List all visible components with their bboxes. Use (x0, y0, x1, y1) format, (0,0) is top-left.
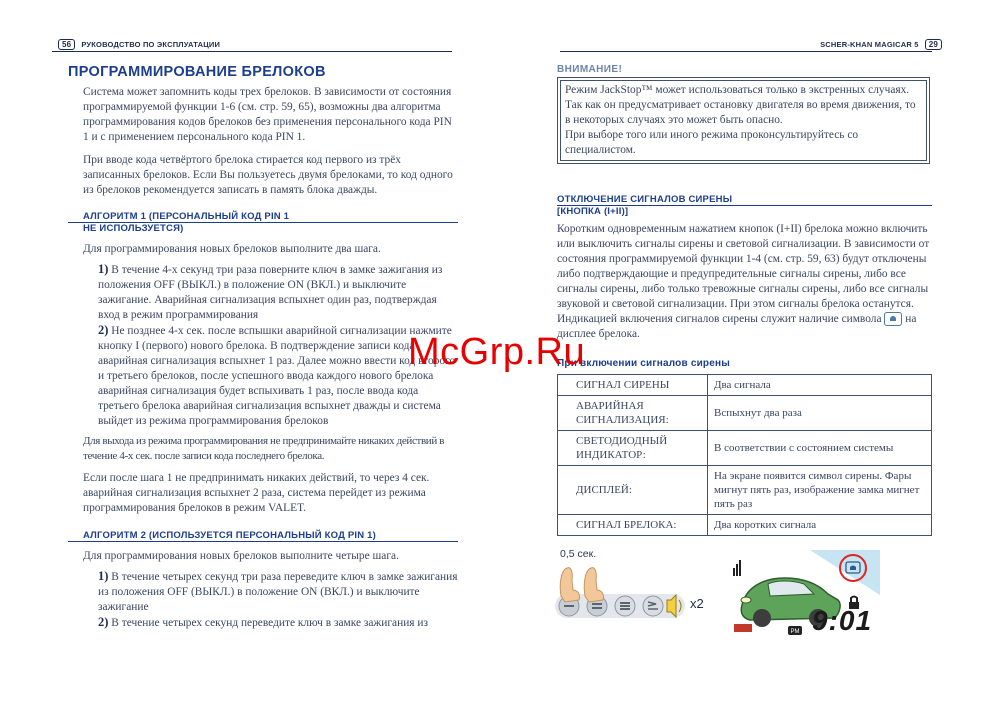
headlight-icon (741, 597, 751, 603)
table-row (558, 515, 932, 536)
siren-paragraph (557, 222, 932, 342)
table-cell-value: Два сигнала (708, 375, 932, 396)
siren-heading-line1: ОТКЛЮЧЕНИЕ СИГНАЛОВ СИРЕНЫ (557, 194, 932, 206)
attention-text-1: Режим JackStop™ может использоваться только в экстренных случаях. Так как он предусматривает остановку двигателя во время движения, то в некоторых случаях это может быть опасно. (565, 84, 916, 126)
lcd-status-indicator (734, 624, 752, 632)
right-header-rule (560, 51, 932, 52)
table-cell-value: В соответствии с состоянием системы (708, 431, 932, 466)
algo1-step2-text: Не позднее 4-х сек. после вспышки аварийной сигнализации нажмите кнопку I (первого) нового брелока. В подтверждение записи кода аварийная сигнализация вспыхнет 1 раз. Далее можно ввести код второго и третьего брелоков, после успешного ввода каждого нового брелока аварийная сигнализация будет вспыхивать 1 раз, после ввода кода третьего брелока аварийная сигнализация вспыхнет дважды и система выйдет из режима программирования брелоков (98, 325, 456, 427)
siren-text-a: Коротким одновременным нажатием кнопок (I+II) брелока можно включить или выключить сигналы сирены и световой сигнализации. В зависимости от состояния программируемой функции 1-4 (см. стр. 59, 63) будут отключены либо подтверждающие и предупредительные сигналы сирены, либо все сигналы сирены, либо только тревожные сигналы сирены, либо все сигналы звуковой и световой сигнализации. При этом сигналы брелока останутся. Индикацией включения сигналов сирены служит наличие символа (557, 223, 930, 325)
algo2-step2-number: 2) (98, 615, 109, 629)
right-header-title: SCHER-KHAN MAGICAR 5 (820, 40, 919, 49)
attention-box (557, 77, 930, 164)
attention-text-2: При выборе того или иного режима проконсультируйтесь со специалистом. (565, 129, 859, 156)
table-cell-label: СИГНАЛ СИРЕНЫ (558, 375, 708, 396)
algo2-step1 (68, 569, 458, 615)
front-wheel-icon (753, 609, 771, 627)
siren-table-heading: При включении сигналов сирены (557, 358, 730, 369)
algo1-timeout-note: Если после шага 1 не предпринимать никаких действий, то через 4 сек. аварийная сигнализация вспыхнет 2 раза, система перейдет из режима программирования брелоков в режим VALET. (83, 472, 430, 514)
finger-right-icon (584, 568, 603, 602)
table-cell-value: Два коротких сигнала (708, 515, 932, 536)
attention-title: ВНИМАНИЕ! (557, 64, 623, 75)
repeat-count-label: x2 (690, 596, 704, 611)
table-cell-label: СИГНАЛ БРЕЛОКА: (558, 515, 708, 536)
algo1-heading-line2: НЕ ИСПОЛЬЗУЕТСЯ) (83, 223, 184, 234)
algo1-step2 (68, 323, 458, 429)
left-page (68, 64, 458, 631)
attention-box-inner (560, 80, 927, 161)
siren-symbol-icon (884, 312, 902, 326)
algo2-step2-text: В течение четырех секунд переведите ключ в замке зажигания из (108, 617, 428, 629)
watermark-logo: McGrp.Ru (408, 331, 586, 373)
algo2-step2 (68, 615, 458, 631)
table-row (558, 431, 932, 466)
intro-paragraph-1: Система может запомнить коды трех брелоков. В зависимости от состояния программируемой функции 1-6 (см. стр. 59, 65), возможны два алгоритма программирования кодов брелоков без применения персонального кода PIN 1 и с применением персонального кода PIN 1. (83, 86, 452, 143)
algo1-exit-note: Для выхода из режима программирования не предпринимайте никаких действий в течение 4-х сек. после записи кода последнего брелока. (83, 435, 445, 462)
left-page-title: ПРОГРАММИРОВАНИЕ БРЕЛОКОВ (68, 64, 326, 80)
algo1-step1-number: 1) (98, 262, 109, 276)
finger-left-icon (560, 568, 579, 602)
algo2-lead: Для программирования новых брелоков выполните четыре шага. (83, 550, 399, 562)
left-page-number: 56 (58, 39, 75, 50)
intro-paragraph-2: При вводе кода четвёртого брелока стирается код первого из трёх записанных брелоков. Если Вы пользуетесь двумя брелоками, то код одного из брелоков рекомендуется записать в память блока дважды. (83, 154, 453, 196)
table-row (558, 466, 932, 515)
algo1-lead: Для программирования новых брелоков выполните два шага. (83, 243, 381, 255)
right-page (557, 64, 932, 536)
algo1-step1 (68, 262, 458, 323)
table-cell-label: СВЕТОДИОДНЫЙ ИНДИКАТОР: (558, 431, 708, 466)
press-duration-label: 0,5 сек. (560, 548, 597, 560)
table-row (558, 375, 932, 396)
right-page-header (820, 39, 948, 50)
algo1-step1-text: В течение 4-х секунд три раза поверните ключ в замке зажигания из положения OFF (ВЫКЛ.) в положение ON (ВКЛ.) и выключите зажигание. Аварийная сигнализация вспыхнет один раз, подтверждая вход в режим программирования (98, 264, 443, 321)
lcd-clock: 9:01 (812, 605, 873, 636)
algo2-step1-number: 1) (98, 569, 109, 583)
fob-buttons-illustration (555, 560, 690, 630)
siren-text-b: на дисплее брелока. (557, 313, 917, 340)
siren-signals-table (557, 374, 932, 536)
pm-label: PM (790, 629, 800, 635)
algo1-heading-line1: АЛГОРИТМ 1 (ПЕРСОНАЛЬНЫЙ КОД PIN 1 (68, 211, 458, 223)
algo2-step1-text: В течение четырех секунд три раза переведите ключ в замке зажигания из положения OFF (ВЫКЛ.) в положение ON (ВКЛ.) и выключите зажигание (98, 571, 458, 613)
table-row (558, 396, 932, 431)
fob-button-4-icon (643, 596, 663, 616)
table-cell-value: На экране появится символ сирены. Фары мигнут пять раз, изображение замка мигнет пять раз (708, 466, 932, 515)
table-cell-label: АВАРИЙНАЯ СИГНАЛИЗАЦИЯ: (558, 396, 708, 431)
left-header-title: РУКОВОДСТВО ПО ЭКСПЛУАТАЦИИ (81, 40, 221, 49)
left-page-header (52, 39, 220, 50)
table-cell-label: ДИСПЛЕЙ: (558, 466, 708, 515)
right-page-number: 29 (925, 39, 942, 50)
table-cell-value: Вспыхнут два раза (708, 396, 932, 431)
algo1-step2-number: 2) (98, 323, 109, 337)
left-header-rule (52, 51, 452, 52)
algo2-heading: АЛГОРИТМ 2 (ИСПОЛЬЗУЕТСЯ ПЕРСОНАЛЬНЫЙ КОД PIN 1) (68, 530, 458, 542)
siren-heading-line2: [КНОПКА (I+II)] (557, 206, 629, 217)
